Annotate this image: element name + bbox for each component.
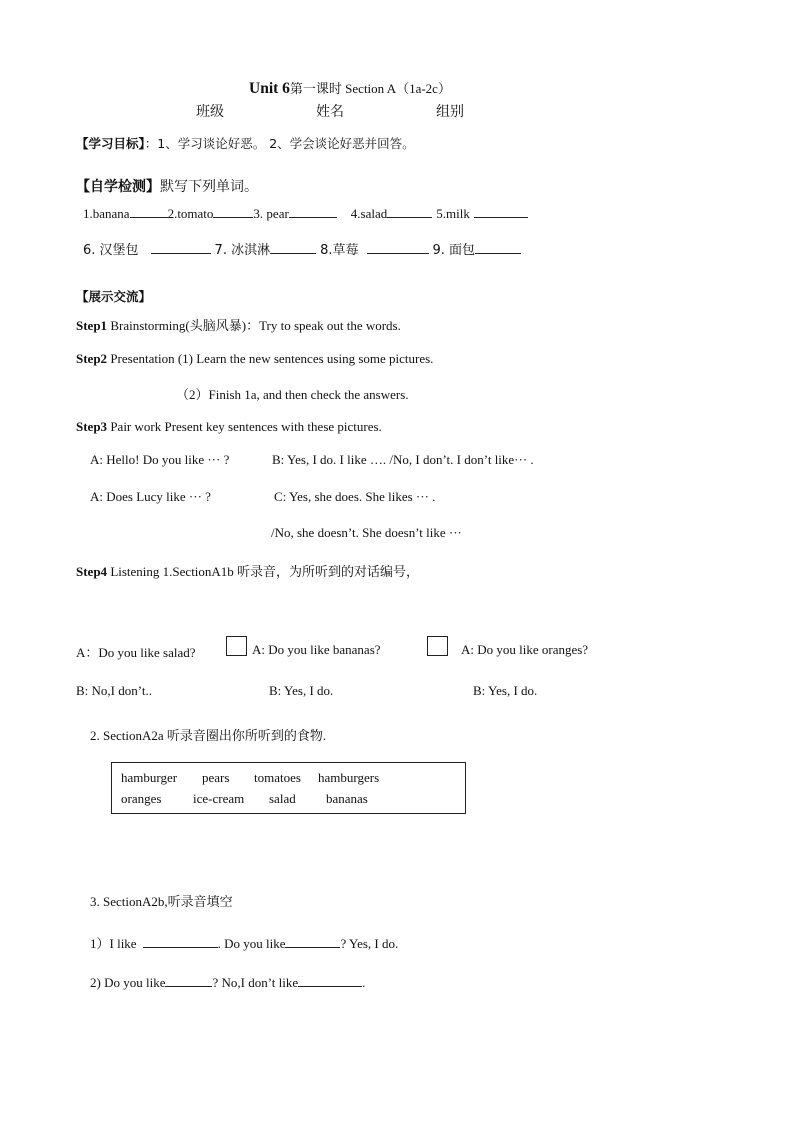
step3-label: Step3 bbox=[76, 419, 108, 434]
order-checkbox[interactable] bbox=[226, 636, 247, 656]
answer-blank[interactable] bbox=[130, 205, 168, 218]
step3-text: Pair work Present key sentences with these pictures. bbox=[110, 419, 382, 434]
word-row-1 bbox=[83, 205, 528, 222]
fill-blank[interactable] bbox=[143, 935, 218, 948]
word-item: 5.milk bbox=[436, 206, 470, 221]
fill-line-1 bbox=[90, 933, 398, 952]
answer-blank[interactable] bbox=[474, 205, 528, 218]
dialog-line-c2: /No, she doesn’t. She doesn’t like ··· bbox=[271, 525, 462, 540]
step2-sub: （2）Finish 1a, and then check the answers. bbox=[176, 387, 409, 402]
dialog-a1: A：Do you like salad? bbox=[76, 645, 196, 660]
goals-label: 【学习目标】 bbox=[76, 136, 145, 151]
self-check-heading bbox=[76, 176, 258, 196]
fill-line-2 bbox=[90, 974, 365, 991]
step4-text: Listening 1.SectionA1b 听录音，为所听到的对话编号， bbox=[110, 564, 420, 579]
answer-blank[interactable] bbox=[289, 205, 337, 218]
step3 bbox=[76, 419, 382, 435]
food-word[interactable]: oranges bbox=[121, 791, 162, 806]
fill-text: . Do you like bbox=[217, 936, 286, 951]
fill-blank[interactable] bbox=[165, 974, 212, 987]
food-word-box bbox=[111, 762, 466, 814]
learning-goals bbox=[76, 134, 415, 152]
dialog-a3: A: Do you like oranges? bbox=[461, 642, 589, 657]
answer-blank[interactable] bbox=[387, 205, 432, 218]
goals-text: ：1、学习谈论好恶。 2、学会谈论好恶并回答。 bbox=[144, 136, 415, 151]
name-label: 姓名 bbox=[316, 104, 344, 120]
food-word[interactable]: bananas bbox=[326, 791, 368, 806]
word-row-2 bbox=[83, 239, 521, 258]
word-item: 3. pear bbox=[253, 206, 289, 221]
step1-text: Brainstorming(头脑风暴)：Try to speak out the words. bbox=[110, 318, 401, 333]
food-word[interactable]: salad bbox=[269, 791, 296, 806]
order-checkbox[interactable] bbox=[427, 636, 448, 656]
step4 bbox=[76, 561, 419, 580]
step4-label: Step4 bbox=[76, 564, 108, 579]
answer-blank[interactable] bbox=[270, 241, 316, 254]
fill-blank[interactable] bbox=[298, 974, 362, 987]
step1-label: Step1 bbox=[76, 318, 108, 333]
fill-text: 2) Do you like bbox=[90, 975, 166, 990]
answer-blank[interactable] bbox=[367, 241, 429, 254]
step1 bbox=[76, 315, 401, 334]
part3-instruction: 3. SectionA2b,听录音填空 bbox=[90, 894, 233, 909]
dialog-line-b1: B: Yes, I do. I like …. /No, I don’t. I don’t like··· . bbox=[272, 452, 534, 467]
word-item: 7. 冰淇淋 bbox=[214, 243, 271, 258]
step2 bbox=[76, 351, 433, 367]
word-item: 4.salad bbox=[350, 206, 388, 221]
dialog-a2: A: Do you like bananas? bbox=[252, 642, 381, 657]
answer-blank[interactable] bbox=[151, 241, 211, 254]
part2-instruction: 2. SectionA2a 听录音圈出你所听到的食物. bbox=[90, 728, 327, 743]
title-rest: 第一课时 Section A（1a-2c） bbox=[289, 81, 451, 96]
dialog-b1: B: No,I don’t.. bbox=[76, 683, 152, 698]
food-word[interactable]: hamburgers bbox=[318, 770, 380, 785]
word-item: 2.tomato bbox=[167, 206, 214, 221]
dialog-line-a2: A: Does Lucy like ··· ? bbox=[90, 489, 211, 504]
class-label: 班级 bbox=[196, 104, 224, 120]
dialog-line-c1: C: Yes, she does. She likes ··· . bbox=[274, 489, 436, 504]
food-word[interactable]: ice-cream bbox=[193, 791, 245, 806]
answer-blank[interactable] bbox=[213, 205, 253, 218]
step2-text: Presentation (1) Learn the new sentences using some pictures. bbox=[110, 351, 434, 366]
step2-label: Step2 bbox=[76, 351, 108, 366]
dialog-b3: B: Yes, I do. bbox=[473, 683, 538, 698]
food-word[interactable]: tomatoes bbox=[254, 770, 301, 785]
fill-text: . bbox=[362, 975, 366, 990]
self-check-instruction: 默写下列单词。 bbox=[160, 179, 258, 195]
word-item: 6. 汉堡包 bbox=[83, 243, 139, 258]
self-check-label: 【自学检测】 bbox=[76, 179, 160, 195]
fill-text: ? No,I don’t like bbox=[212, 975, 299, 990]
title-unit: Unit 6 bbox=[249, 80, 290, 97]
fill-blank[interactable] bbox=[285, 935, 340, 948]
dialog-line-a1: A: Hello! Do you like ··· ? bbox=[90, 452, 230, 467]
answer-blank[interactable] bbox=[475, 241, 521, 254]
dialog-b2: B: Yes, I do. bbox=[269, 683, 334, 698]
fill-text: 1）I like bbox=[90, 936, 137, 951]
food-word[interactable]: hamburger bbox=[121, 770, 178, 785]
food-word[interactable]: pears bbox=[202, 770, 230, 785]
exchange-heading: 【展示交流】 bbox=[76, 289, 152, 304]
page-title bbox=[249, 78, 451, 98]
word-item: 9. 面包 bbox=[432, 243, 476, 258]
fill-text: ? Yes, I do. bbox=[340, 936, 399, 951]
word-item: 8.草莓 bbox=[320, 243, 359, 258]
word-item: 1.banana bbox=[83, 206, 130, 221]
group-label: 组别 bbox=[436, 104, 464, 120]
